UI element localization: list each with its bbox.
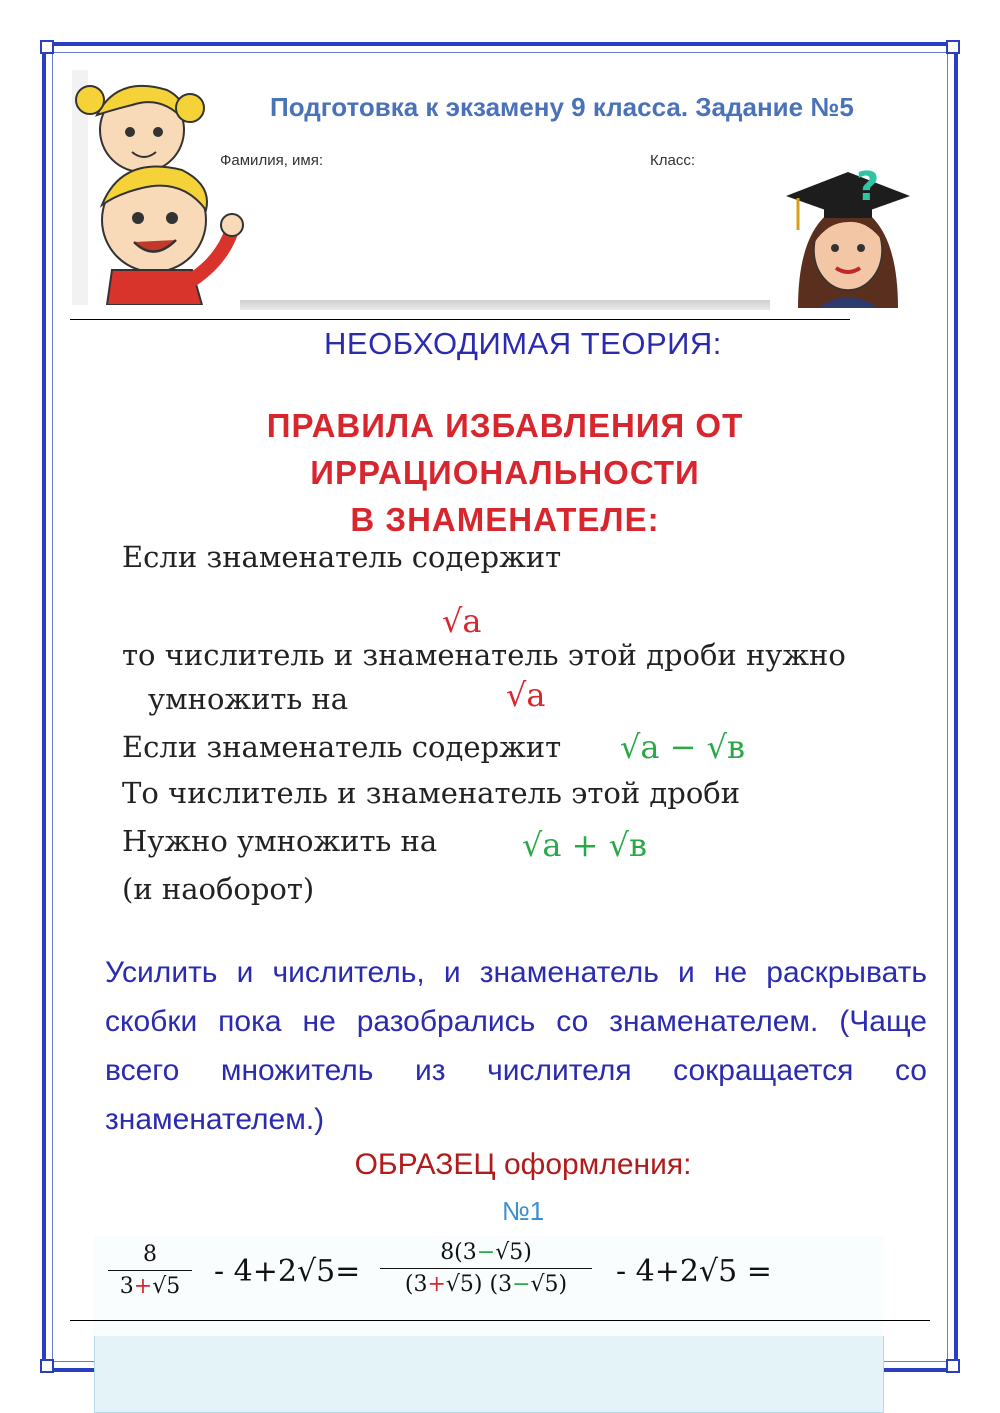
rules-title-line: В ЗНАМЕНАТЕЛЕ: (350, 501, 660, 538)
rules-title-line: ПРАВИЛА ИЗБАВЛЕНИЯ ОТ (266, 407, 744, 444)
fraction-numerator: 8 (143, 1242, 157, 1267)
kids-peeking-illustration (72, 70, 247, 305)
header-divider (70, 319, 850, 320)
math-sqrt-sum: √a + √в (522, 826, 648, 864)
frame-corner (946, 40, 960, 54)
fraction-rationalized (380, 1240, 592, 1297)
name-label: Фамилия, имя: (220, 152, 324, 169)
frame-corner (40, 40, 54, 54)
fraction-denominator: (3+√5) (3−√5) (380, 1268, 592, 1297)
header-underline (240, 300, 770, 310)
equation-part: - 4+2√5 = (616, 1254, 772, 1289)
rule-line: умножить на (148, 682, 349, 716)
frame-corner (40, 1359, 54, 1373)
rule-line: Если знаменатель содержит (122, 540, 562, 574)
worksheet-title: Подготовка к экзамену 9 класса. Задание №5 (270, 92, 854, 122)
math-sqrt-a: √a (442, 602, 482, 640)
rule-line: (и наоборот) (122, 872, 315, 906)
math-sqrt-a: √a (506, 676, 546, 714)
svg-text:?: ? (856, 164, 880, 210)
theory-heading: НЕОБХОДИМАЯ ТЕОРИЯ: (324, 326, 722, 361)
rule-line: Нужно умножить на (122, 824, 438, 858)
rules-title-line: ИРРАЦИОНАЛЬНОСТИ (310, 454, 700, 491)
sample-title: ОБРАЗЕЦ оформления: (354, 1148, 692, 1181)
frame-corner (946, 1359, 960, 1373)
fraction-numerator: 8(3−√5) (440, 1240, 532, 1265)
rule-line: То числитель и знаменатель этой дроби (122, 776, 741, 810)
answer-line (70, 1320, 930, 1321)
math-sqrt-difference: √a − √в (620, 728, 746, 766)
rule-line: Если знаменатель содержит (122, 730, 562, 764)
class-label: Класс: (650, 152, 695, 169)
advice-paragraph: Усилить и числитель, и знаменатель и не раскрывать скобки пока не разобрались со знаменателем. (Чаще всего множитель из числителя сокращается со знаменателем.) (105, 956, 927, 1136)
fraction-denominator: 3+√5 (108, 1270, 192, 1299)
rule-line: то числитель и знаменатель этой дроби нужно (122, 638, 846, 672)
teacher-avatar-illustration (778, 158, 918, 313)
equation-part: - 4+2√5= (214, 1254, 361, 1289)
rules-title (0, 402, 1000, 543)
fraction-8-over-3-plus-sqrt5 (108, 1242, 192, 1299)
sample-number: №1 (501, 1196, 545, 1226)
